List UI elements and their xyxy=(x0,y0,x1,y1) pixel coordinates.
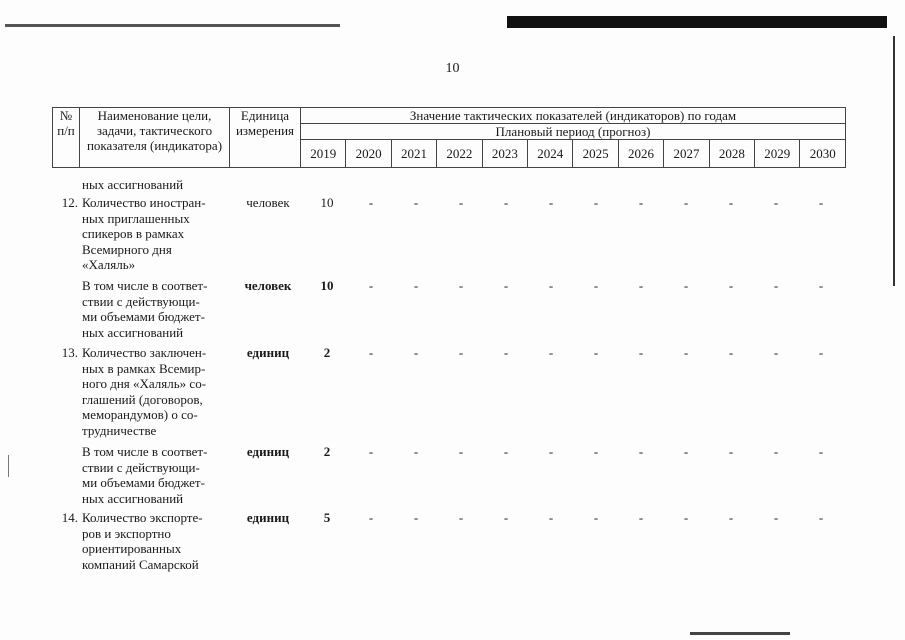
header-unit: Единица измерения xyxy=(230,108,301,168)
indicator-name-line: ориентированных xyxy=(82,541,182,556)
dash-cell: - xyxy=(728,278,734,293)
carry-over-text: ных ассигнований xyxy=(82,177,184,192)
value-cell: 5 xyxy=(323,510,331,525)
value-cell: 2 xyxy=(323,345,331,360)
dash-cell: - xyxy=(368,278,374,293)
scan-artifact-top-left xyxy=(5,24,340,27)
indicator-name-line: ми объемами бюджет- xyxy=(82,309,205,324)
value-cell: 10 xyxy=(320,195,334,210)
indicator-name xyxy=(82,510,232,572)
dash-cell: - xyxy=(728,444,734,459)
dash-cell: - xyxy=(413,195,419,210)
dash-cell: - xyxy=(638,444,644,459)
dash-cell: - xyxy=(368,195,374,210)
header-num: № п/п xyxy=(53,108,80,168)
year-cell: 2025 xyxy=(573,140,618,168)
dash-cell: - xyxy=(593,444,599,459)
dash-cell: - xyxy=(683,444,689,459)
year-cell: 2029 xyxy=(755,140,800,168)
indicator-name-line: ных приглашенных xyxy=(82,210,190,226)
scan-artifact-top-right xyxy=(507,16,887,28)
dash-cell: - xyxy=(503,444,509,459)
dash-cell: - xyxy=(458,278,464,293)
indicator-name-line: ных ассигнований xyxy=(82,490,184,506)
dash-cell: - xyxy=(773,195,779,210)
indicator-name-line: «Халяль» xyxy=(82,257,136,272)
dash-cell: - xyxy=(683,345,689,360)
dash-cell: - xyxy=(593,510,599,525)
year-cell: 2024 xyxy=(528,140,573,168)
indicator-name-line: ми объемами бюджет- xyxy=(82,475,205,490)
indicator-name-line: Количество экспорте- xyxy=(82,510,203,525)
scan-artifact-left-mark xyxy=(8,455,9,477)
dash-cell: - xyxy=(548,510,554,525)
unit-cell: единиц xyxy=(246,510,290,525)
dash-cell: - xyxy=(818,345,824,360)
indicator-name-line: Всемирного дня xyxy=(82,241,172,257)
header-plan: Плановый период (прогноз) xyxy=(301,124,846,140)
indicator-name xyxy=(82,444,232,506)
dash-cell: - xyxy=(548,444,554,459)
row-number: 14. xyxy=(61,510,78,525)
indicator-name-line: глашений (договоров, xyxy=(82,391,203,407)
indicator-name-line: Количество заключен- xyxy=(82,345,207,360)
dash-cell: - xyxy=(773,345,779,360)
dash-cell: - xyxy=(638,278,644,293)
value-cell: 10 xyxy=(320,278,334,293)
indicator-name-line: В том числе в соответ- xyxy=(82,444,208,459)
header-name: Наименование цели, задачи, тактического показателя (индикатора) xyxy=(80,108,230,168)
dash-cell: - xyxy=(638,195,644,210)
indicator-name xyxy=(82,345,232,438)
dash-cell: - xyxy=(503,278,509,293)
indicator-table-header xyxy=(52,107,846,168)
year-cell: 2026 xyxy=(618,140,663,168)
dash-cell: - xyxy=(593,345,599,360)
indicator-name-line: Количество иностран- xyxy=(82,195,206,210)
indicator-name-line: В том числе в соответ- xyxy=(82,278,208,293)
indicator-name-line: трудничестве xyxy=(82,422,157,438)
dash-cell: - xyxy=(773,278,779,293)
dash-cell: - xyxy=(683,195,689,210)
dash-cell: - xyxy=(773,510,779,525)
dash-cell: - xyxy=(818,444,824,459)
indicator-name-line: ных ассигнований xyxy=(82,324,184,340)
dash-cell: - xyxy=(413,444,419,459)
indicator-name-line: ствии с действующи- xyxy=(82,293,200,309)
year-cell: 2022 xyxy=(437,140,482,168)
header-values: Значение тактических показателей (индикаторов) по годам xyxy=(301,108,846,124)
row-number: 12. xyxy=(61,195,78,210)
dash-cell: - xyxy=(458,444,464,459)
year-cell: 2030 xyxy=(800,140,846,168)
dash-cell: - xyxy=(638,345,644,360)
year-cell: 2023 xyxy=(482,140,527,168)
value-cell: 2 xyxy=(323,444,331,459)
dash-cell: - xyxy=(683,510,689,525)
page-number: 10 xyxy=(445,61,460,76)
dash-cell: - xyxy=(503,510,509,525)
indicator-name-line: ствии с действующи- xyxy=(82,459,200,475)
year-cell: 2019 xyxy=(301,140,346,168)
dash-cell: - xyxy=(638,510,644,525)
year-cell: 2028 xyxy=(709,140,754,168)
year-cell: 2020 xyxy=(346,140,391,168)
dash-cell: - xyxy=(413,345,419,360)
dash-cell: - xyxy=(413,510,419,525)
dash-cell: - xyxy=(503,195,509,210)
indicator-name-line: спикеров в рамках xyxy=(82,226,185,241)
year-cell: 2027 xyxy=(664,140,709,168)
unit-cell: единиц xyxy=(246,345,290,360)
indicator-name-line: меморандумов) о со- xyxy=(82,407,198,422)
indicator-name xyxy=(82,278,232,340)
scan-artifact-bottom xyxy=(690,632,790,635)
dash-cell: - xyxy=(818,278,824,293)
dash-cell: - xyxy=(728,195,734,210)
unit-cell: человек xyxy=(246,195,290,210)
dash-cell: - xyxy=(728,345,734,360)
indicator-name-line: компаний Самарской xyxy=(82,556,199,572)
dash-cell: - xyxy=(458,345,464,360)
dash-cell: - xyxy=(548,278,554,293)
indicator-name-line: ного дня «Халяль» со- xyxy=(82,376,207,391)
indicator-name xyxy=(82,195,232,273)
year-cell: 2021 xyxy=(391,140,436,168)
dash-cell: - xyxy=(548,345,554,360)
indicator-name-line: ных в рамках Всемир- xyxy=(82,360,206,376)
unit-cell: единиц xyxy=(246,444,290,459)
dash-cell: - xyxy=(368,444,374,459)
dash-cell: - xyxy=(728,510,734,525)
dash-cell: - xyxy=(683,278,689,293)
indicator-name-line: ров и экспортно xyxy=(82,525,171,541)
dash-cell: - xyxy=(593,278,599,293)
dash-cell: - xyxy=(818,195,824,210)
dash-cell: - xyxy=(458,195,464,210)
dash-cell: - xyxy=(818,510,824,525)
dash-cell: - xyxy=(773,444,779,459)
dash-cell: - xyxy=(503,345,509,360)
dash-cell: - xyxy=(593,195,599,210)
dash-cell: - xyxy=(368,345,374,360)
dash-cell: - xyxy=(548,195,554,210)
dash-cell: - xyxy=(368,510,374,525)
row-number: 13. xyxy=(61,345,78,360)
dash-cell: - xyxy=(458,510,464,525)
unit-cell: человек xyxy=(244,278,292,293)
dash-cell: - xyxy=(413,278,419,293)
